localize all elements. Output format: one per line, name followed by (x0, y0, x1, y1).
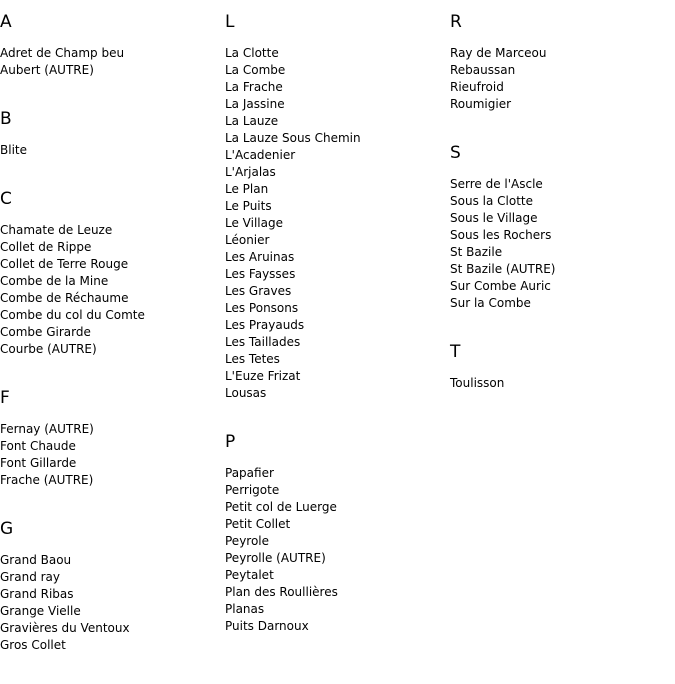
entry-link-peyrolle-autre[interactable]: Peyrolle (AUTRE) (225, 551, 326, 565)
entry-link-la-combe[interactable]: La Combe (225, 63, 286, 77)
entry-link-rebaussan[interactable]: Rebaussan (450, 63, 516, 77)
entry-list-c (0, 222, 225, 358)
entry-link-roumigier[interactable]: Roumigier (450, 97, 512, 111)
entry-link-petit-col-de-luerge[interactable]: Petit col de Luerge (225, 500, 337, 514)
entry-link-peytalet[interactable]: Peytalet (225, 568, 274, 582)
letter-heading-p: P (225, 432, 236, 452)
entry-link-grand-ray[interactable]: Grand ray (0, 570, 61, 584)
entry-link-le-puits[interactable]: Le Puits (225, 199, 272, 213)
entry-link-aubert-autre[interactable]: Aubert (AUTRE) (0, 63, 94, 77)
entry-link-toulisson[interactable]: Toulisson (450, 376, 505, 390)
entry-link-la-lauze-sous-chemin[interactable]: La Lauze Sous Chemin (225, 131, 361, 145)
entry-list-b (0, 142, 225, 159)
letter-group-g (0, 519, 225, 654)
entry-link-les-graves[interactable]: Les Graves (225, 284, 292, 298)
letter-group-f (0, 388, 225, 489)
entry-link-le-plan[interactable]: Le Plan (225, 182, 269, 196)
entry-link-frache-autre[interactable]: Frache (AUTRE) (0, 473, 94, 487)
letter-heading-s: S (450, 143, 461, 163)
letter-group-s (450, 143, 675, 312)
letter-group-r (450, 12, 675, 113)
entry-link-plan-des-roullieres[interactable]: Plan des Roullières (225, 585, 338, 599)
letter-heading-b: B (0, 109, 12, 129)
entry-link-les-ponsons[interactable]: Les Ponsons (225, 301, 299, 315)
letter-group-b (0, 109, 225, 159)
entry-link-l-acadenier[interactable]: L'Acadenier (225, 148, 296, 162)
entry-link-les-prayauds[interactable]: Les Prayauds (225, 318, 305, 332)
entry-link-sur-la-combe[interactable]: Sur la Combe (450, 296, 531, 310)
entry-link-la-frache[interactable]: La Frache (225, 80, 283, 94)
entry-link-les-faysses[interactable]: Les Faysses (225, 267, 296, 281)
entry-link-font-gillarde[interactable]: Font Gillarde (0, 456, 77, 470)
entry-list-l (225, 45, 450, 402)
letter-heading-f: F (0, 388, 10, 408)
letter-group-c (0, 189, 225, 358)
entry-link-les-tetes[interactable]: Les Tetes (225, 352, 280, 366)
letter-group-p (225, 432, 450, 635)
entry-link-combe-de-rechaume[interactable]: Combe de Réchaume (0, 291, 129, 305)
entry-link-puits-darnoux[interactable]: Puits Darnoux (225, 619, 309, 633)
entry-link-serre-de-l-ascle[interactable]: Serre de l'Ascle (450, 177, 543, 191)
entry-link-leonier[interactable]: Léonier (225, 233, 270, 247)
entry-link-les-aruinas[interactable]: Les Aruinas (225, 250, 295, 264)
entry-link-st-bazile[interactable]: St Bazile (450, 245, 503, 259)
entry-link-la-clotte[interactable]: La Clotte (225, 46, 279, 60)
letter-group-a (0, 12, 225, 79)
entry-link-papafier[interactable]: Papafier (225, 466, 274, 480)
entry-link-combe-de-la-mine[interactable]: Combe de la Mine (0, 274, 109, 288)
entry-link-gros-collet[interactable]: Gros Collet (0, 638, 66, 652)
entry-link-courbe-autre[interactable]: Courbe (AUTRE) (0, 342, 97, 356)
entry-link-ray-de-marceou[interactable]: Ray de Marceou (450, 46, 547, 60)
entry-link-sous-le-village[interactable]: Sous le Village (450, 211, 538, 225)
entry-link-le-village[interactable]: Le Village (225, 216, 283, 230)
entry-link-sur-combe-auric[interactable]: Sur Combe Auric (450, 279, 551, 293)
entry-link-l-euze-frizat[interactable]: L'Euze Frizat (225, 369, 301, 383)
entry-link-st-bazile-autre[interactable]: St Bazile (AUTRE) (450, 262, 556, 276)
letter-heading-l: L (225, 12, 235, 32)
entry-link-les-taillades[interactable]: Les Taillades (225, 335, 301, 349)
entry-list-r (450, 45, 675, 113)
entry-link-la-jassine[interactable]: La Jassine (225, 97, 285, 111)
letter-heading-a: A (0, 12, 12, 32)
entry-link-la-lauze[interactable]: La Lauze (225, 114, 279, 128)
entry-link-grange-vielle[interactable]: Grange Vielle (0, 604, 81, 618)
letter-group-t (450, 342, 675, 392)
entry-link-grand-ribas[interactable]: Grand Ribas (0, 587, 74, 601)
letter-group-l (225, 12, 450, 402)
entry-link-grand-baou[interactable]: Grand Baou (0, 553, 72, 567)
entry-link-collet-de-terre-rouge[interactable]: Collet de Terre Rouge (0, 257, 129, 271)
entry-link-blite[interactable]: Blite (0, 143, 27, 157)
entry-link-l-arjalas[interactable]: L'Arjalas (225, 165, 276, 179)
entry-link-sous-la-clotte[interactable]: Sous la Clotte (450, 194, 533, 208)
entry-link-perrigote[interactable]: Perrigote (225, 483, 280, 497)
entry-link-petit-collet[interactable]: Petit Collet (225, 517, 291, 531)
letter-heading-g: G (0, 519, 14, 539)
letter-heading-c: C (0, 189, 12, 209)
entry-link-sous-les-rochers[interactable]: Sous les Rochers (450, 228, 552, 242)
index-column-2 (225, 12, 450, 665)
letter-heading-t: T (450, 342, 461, 362)
letter-heading-r: R (450, 12, 462, 32)
entry-link-planas[interactable]: Planas (225, 602, 265, 616)
entry-list-g (0, 552, 225, 654)
entry-link-collet-de-rippe[interactable]: Collet de Rippe (0, 240, 92, 254)
entry-link-rieufroid[interactable]: Rieufroid (450, 80, 504, 94)
entry-link-gravieres-du-ventoux[interactable]: Gravières du Ventoux (0, 621, 130, 635)
entry-list-t (450, 375, 675, 392)
entry-link-chamate-de-leuze[interactable]: Chamate de Leuze (0, 223, 113, 237)
entry-list-a (0, 45, 225, 79)
entry-link-adret-de-champ-beu[interactable]: Adret de Champ beu (0, 46, 125, 60)
entry-link-font-chaude[interactable]: Font Chaude (0, 439, 76, 453)
entry-link-combe-girarde[interactable]: Combe Girarde (0, 325, 91, 339)
entry-link-combe-du-col-du-comte[interactable]: Combe du col du Comte (0, 308, 145, 322)
index-column-1 (0, 12, 225, 684)
entry-link-lousas[interactable]: Lousas (225, 386, 267, 400)
index-column-3 (450, 12, 675, 422)
entry-link-fernay-autre[interactable]: Fernay (AUTRE) (0, 422, 94, 436)
entry-list-f (0, 421, 225, 489)
entry-link-peyrole[interactable]: Peyrole (225, 534, 270, 548)
entry-list-s (450, 176, 675, 312)
entry-list-p (225, 465, 450, 635)
